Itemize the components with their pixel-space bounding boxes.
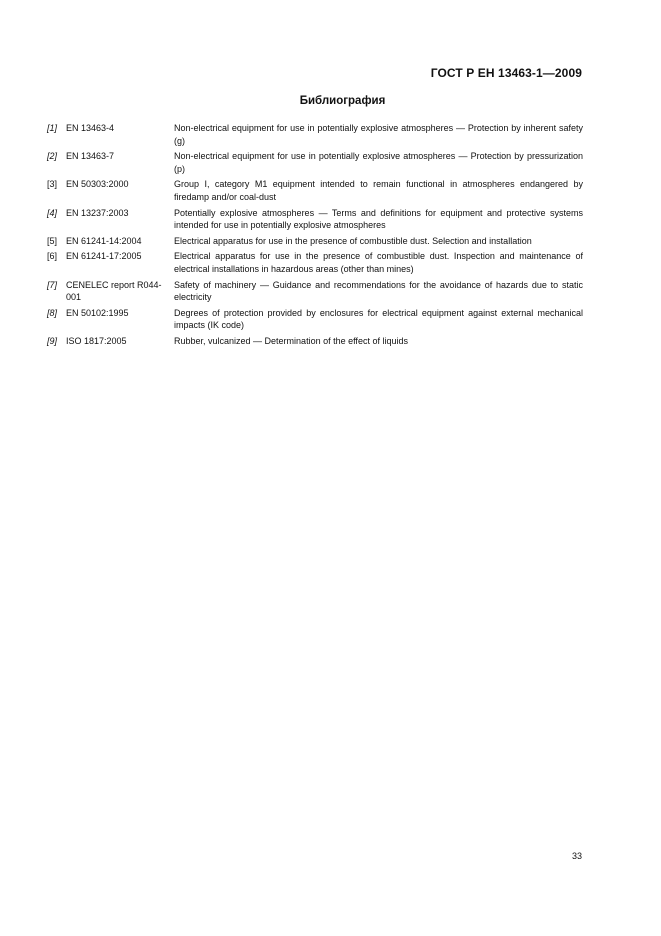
bibliography-entry	[47, 122, 583, 147]
page-number: 33	[571, 851, 582, 861]
entry-number: [5]	[47, 235, 58, 246]
entry-code: EN 50303:2000	[66, 179, 129, 190]
entry-number: [3]	[47, 179, 58, 190]
entry-code: EN 13463-4	[66, 123, 115, 133]
entry-title: Safety of machinery — Guidance and recommendations for the avoidance of hazards due to static electricity	[174, 279, 583, 303]
entry-code: ISO 1817:2005	[66, 335, 127, 346]
entry-number: [1]	[47, 123, 58, 133]
bibliography-title: Библиография	[299, 95, 386, 107]
entry-title: Group I, category M1 equipment intended to remain functional in atmospheres endangered by firedamp and/or coal-dust	[174, 179, 583, 202]
entry-title: Potentially explosive atmospheres — Terms and definitions for equipment and protective systems intended for use in potentially explosive atmospheres	[174, 207, 583, 231]
entry-code: EN 13237:2003	[66, 207, 129, 218]
entry-code: EN 13463-7	[66, 151, 115, 162]
bibliography-list	[47, 122, 583, 351]
entry-number: [8]	[47, 307, 58, 318]
entry-code: CENELEC report R044-001	[66, 279, 162, 303]
bibliography-entry	[47, 307, 583, 332]
entry-code: EN 61241-17:2005	[66, 251, 142, 262]
bibliography-entry	[47, 207, 583, 232]
entry-title: Non-electrical equipment for use in potentially explosive atmospheres — Protection by inherent safety (g)	[174, 123, 583, 146]
entry-number: [9]	[47, 335, 58, 346]
bibliography-entry	[47, 250, 583, 275]
entry-number: [2]	[47, 151, 58, 162]
bibliography-entry	[47, 279, 583, 304]
entry-title: Electrical apparatus for use in the presence of combustible dust. Inspection and maintenance of electrical installations in hazardous areas (other than mines)	[174, 251, 583, 274]
bibliography-entry	[47, 335, 583, 348]
entry-code: EN 50102:1995	[66, 307, 129, 318]
entry-number: [6]	[47, 251, 58, 262]
entry-title: Rubber, vulcanized — Determination of the effect of liquids	[174, 335, 408, 346]
entry-code: EN 61241-14:2004	[66, 235, 142, 246]
entry-number: [4]	[47, 207, 58, 218]
entry-number: [7]	[47, 279, 58, 290]
entry-title: Degrees of protection provided by enclosures for electrical equipment against external mechanical impacts (IK code)	[174, 307, 583, 331]
bibliography-entry	[47, 235, 583, 248]
bibliography-entry	[47, 150, 583, 175]
entry-title: Non-electrical equipment for use in potentially explosive atmospheres — Protection by pressurization (p)	[174, 151, 583, 174]
document-header: ГОСТ Р ЕН 13463-1—2009	[430, 66, 582, 80]
bibliography-entry	[47, 178, 583, 203]
entry-title: Electrical apparatus for use in the presence of combustible dust. Selection and installation	[174, 235, 532, 246]
